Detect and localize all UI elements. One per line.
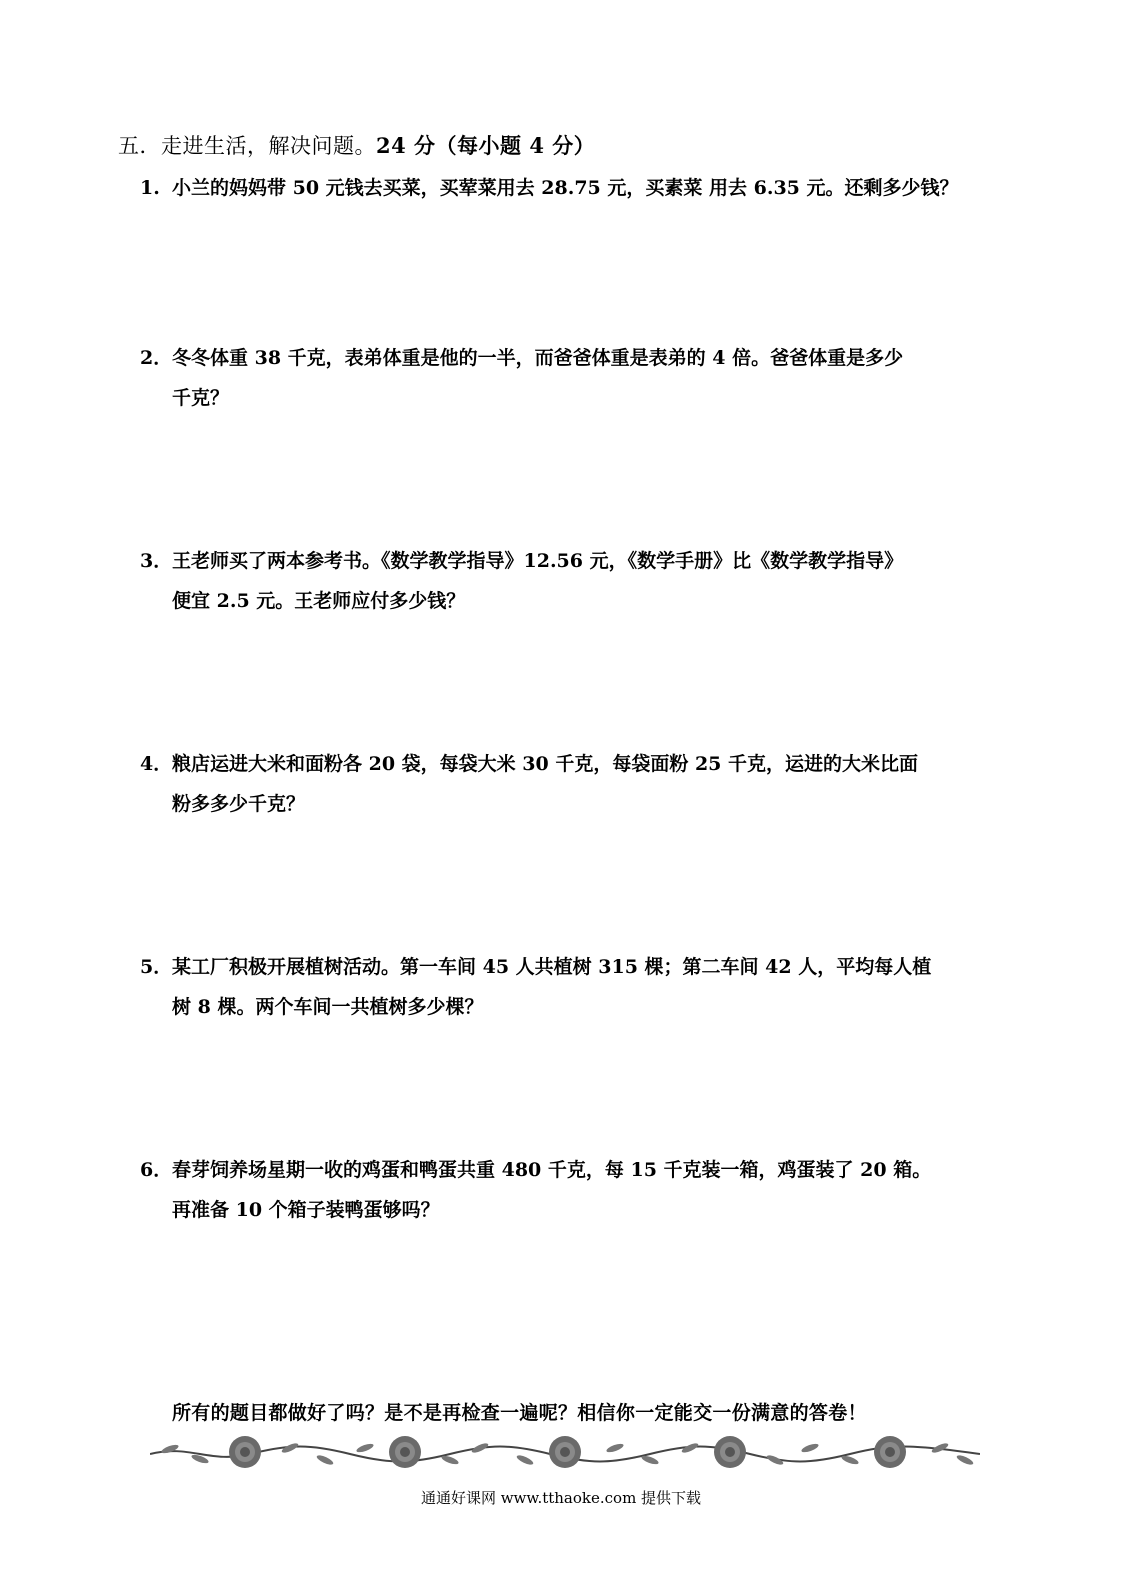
problem-2 <box>140 338 1020 418</box>
section-heading: 五．走进生活，解决问题。 <box>118 134 376 158</box>
problem-1 <box>140 168 1020 208</box>
problem-6 <box>140 1150 1020 1230</box>
rose-icon <box>549 1436 581 1468</box>
problem-number: 5． <box>140 956 173 978</box>
problem-text: 春芽饲养场星期一收的鸡蛋和鸭蛋共重 480 千克，每 15 千克装一箱，鸡蛋装了 20 箱。 <box>172 1159 932 1181</box>
problem-text-continued: 粉多多少千克？ <box>172 793 306 815</box>
rose-icon <box>714 1436 746 1468</box>
rose-icon <box>229 1436 261 1468</box>
problem-text: 冬冬体重 38 千克，表弟体重是他的一半，而爸爸体重是表弟的 4 倍。爸爸体重是多少 <box>172 347 904 369</box>
closing-message: 所有的题目都做好了吗？是不是再检查一遍呢？相信你一定能交一份满意的答卷！ <box>172 1402 867 1424</box>
section-title <box>118 130 595 160</box>
problem-text: 小兰的妈妈带 50 元钱去买菜，买荤菜用去 28.75 元，买素菜 用去 6.35 元。还剩多少钱？ <box>172 177 959 199</box>
rose-icon <box>874 1436 906 1468</box>
problem-number: 1. <box>140 177 160 199</box>
problem-4 <box>140 744 1020 824</box>
problem-text-continued: 再准备 10 个箱子装鸭蛋够吗？ <box>172 1199 440 1221</box>
problem-3 <box>140 541 1020 621</box>
problem-text-continued: 千克？ <box>172 387 230 409</box>
section-points: 24 分（每小题 4 分） <box>376 133 596 158</box>
problem-number: 6． <box>140 1159 173 1181</box>
rose-icon <box>389 1436 421 1468</box>
problem-number: 3． <box>140 550 173 572</box>
problem-text: 粮店运进大米和面粉各 20 袋，每袋大米 30 千克，每袋面粉 25 千克，运进的大米比面 <box>172 753 919 775</box>
footer-credit: 通通好课网 www.tthaoke.com 提供下载 <box>420 1489 702 1507</box>
rose-vine-divider <box>150 1430 980 1474</box>
problem-text-continued: 便宜 2.5 元。王老师应付多少钱？ <box>172 590 466 612</box>
problem-text-continued: 树 8 棵。两个车间一共植树多少棵？ <box>172 996 484 1018</box>
problem-number: 2． <box>140 347 173 369</box>
problem-text: 王老师买了两本参考书。《数学教学指导》12.56 元，《数学手册》比《数学教学指导》 <box>172 550 904 572</box>
problem-number: 4． <box>140 753 173 775</box>
problem-5 <box>140 947 1020 1027</box>
problem-text: 某工厂积极开展植树活动。第一车间 45 人共植树 315 棵；第二车间 42 人，平均每人植 <box>172 956 932 978</box>
